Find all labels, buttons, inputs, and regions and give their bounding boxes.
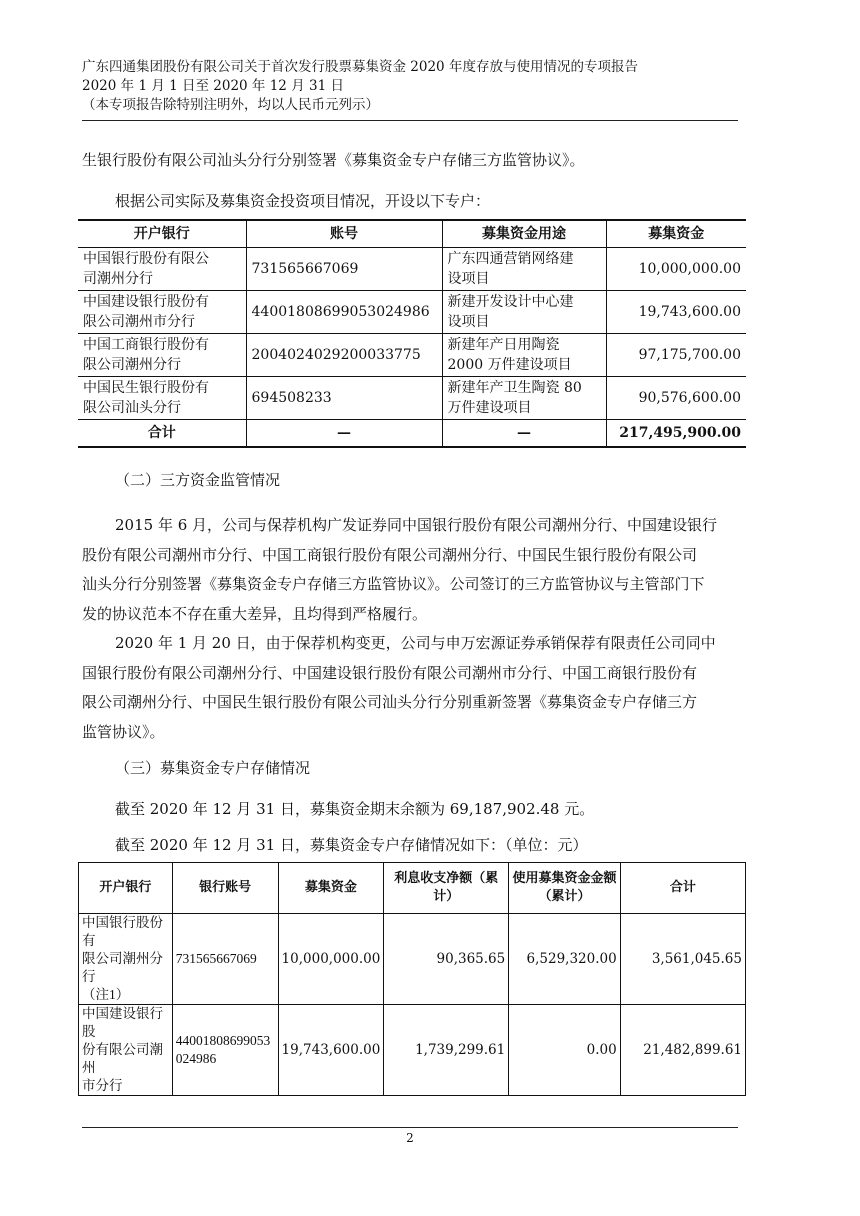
- bank-cell: [79, 914, 173, 1005]
- paragraph-line: 监管协议》。: [82, 722, 165, 741]
- total-cell: 21,482,899.61: [620, 1005, 745, 1096]
- total-use-dash: —: [442, 420, 606, 448]
- header-note: （本专项报告除特别注明外，均以人民币元列示）: [82, 97, 379, 113]
- account-cell: [172, 1005, 278, 1096]
- table-row: [78, 248, 746, 291]
- use-line: 新建年产卫生陶瓷 80: [447, 380, 582, 396]
- total-cell: 3,561,045.65: [620, 914, 745, 1005]
- bank-line: 中国工商银行股份有: [83, 337, 209, 353]
- used-cell: 0.00: [509, 1005, 620, 1096]
- use-cell: [442, 248, 606, 291]
- paragraph-line: 国银行股份有限公司潮州分行、中国建设银行股份有限公司潮州市分行、中国工商银行股份有: [82, 663, 698, 682]
- account-storage-table: [78, 862, 746, 1096]
- bank-cell: [79, 1005, 173, 1096]
- total-amount: 217,495,900.00: [606, 420, 746, 448]
- header-line: （累计）: [538, 889, 591, 904]
- account-cell: 44001808699053024986: [246, 291, 442, 334]
- account-line: 44001808699053: [175, 1033, 271, 1048]
- header-rule: [82, 120, 738, 121]
- paragraph-supervision-2020: [82, 629, 742, 747]
- bank-cell: [78, 377, 246, 420]
- paragraph-supervision-2015: [82, 511, 742, 629]
- col-header-amount: 募集资金: [606, 220, 746, 248]
- paragraph-line: 股份有限公司潮州市分行、中国工商银行股份有限公司潮州分行、中国民生银行股份有限公司: [82, 545, 698, 564]
- bank-line: 限公司汕头分行: [83, 400, 181, 416]
- table-header-row: [79, 863, 746, 914]
- col-header-used: [509, 863, 620, 914]
- accounts-intro: 根据公司实际及募集资金投资项目情况，开设以下专户：: [115, 192, 491, 210]
- paragraph-line: 2020 年 1 月 20 日，由于保荐机构变更，公司与申万宏源证券承销保荐有限责任公司同中: [115, 634, 716, 652]
- use-line: 新建开发设计中心建: [447, 294, 574, 310]
- use-cell: [442, 291, 606, 334]
- paragraph-line: 汕头分行分别签署《募集资金专户存储三方监管协议》。公司签订的三方监管协议与主管部门下: [82, 575, 705, 593]
- section-heading-supervision: （二）三方资金监管情况: [115, 471, 281, 489]
- col-header-account: 账号: [246, 220, 442, 248]
- bank-line: 中国银行股份有: [82, 915, 163, 948]
- col-header-account: 银行账号: [172, 863, 278, 914]
- paragraph-line: 2015 年 6 月，公司与保荐机构广发证券同中国银行股份有限公司潮州分行、中国建设银行: [115, 516, 718, 534]
- use-line: 新建年产日用陶瓷: [447, 337, 560, 353]
- bank-line: 中国银行股份有限公: [83, 251, 209, 267]
- continued-text: 生银行股份有限公司汕头分行分别签署《募集资金专户存储三方监管协议》。: [82, 151, 585, 169]
- table-row: [78, 377, 746, 420]
- table-row: [79, 914, 746, 1005]
- use-line: 设项目: [447, 314, 490, 330]
- table-row: [78, 291, 746, 334]
- amount-cell: 10,000,000.00: [606, 248, 746, 291]
- col-header-interest: 利息收支净额（累计）: [384, 863, 509, 914]
- bank-line: 份有限公司潮州: [82, 1042, 163, 1075]
- used-cell: 6,529,320.00: [509, 914, 620, 1005]
- account-cell: 694508233: [246, 377, 442, 420]
- page-header: [82, 58, 638, 115]
- use-line: 设项目: [447, 271, 490, 287]
- bank-line: 限公司潮州分行: [83, 357, 181, 373]
- raised-cell: 19,743,600.00: [278, 1005, 384, 1096]
- bank-line: 限公司潮州市分行: [83, 314, 195, 330]
- paragraph-line: 限公司潮州分行、中国民生银行股份有限公司汕头分行分别重新签署《募集资金专户存储三方: [82, 693, 698, 711]
- col-header-bank: 开户银行: [79, 863, 173, 914]
- col-header-total: 合计: [620, 863, 745, 914]
- header-period: 2020 年 1 月 1 日至 2020 年 12 月 31 日: [82, 78, 344, 94]
- page-number: 2: [406, 1131, 414, 1145]
- interest-cell: 1,739,299.61: [384, 1005, 509, 1096]
- special-accounts-table: [78, 219, 746, 448]
- bank-cell: [78, 248, 246, 291]
- bank-cell: [78, 291, 246, 334]
- bank-line: 限公司潮州分行: [82, 951, 163, 984]
- amount-cell: 90,576,600.00: [606, 377, 746, 420]
- bank-cell: [78, 334, 246, 377]
- total-account-dash: —: [246, 420, 442, 448]
- use-line: 广东四通营销网络建: [447, 251, 574, 267]
- paragraph-line: 发的协议范本不存在重大差异，且均得到严格履行。: [82, 604, 428, 623]
- raised-cell: 10,000,000.00: [278, 914, 384, 1005]
- account-cell: 731565667069: [172, 914, 278, 1005]
- use-line: 万件建设项目: [447, 400, 532, 416]
- bank-line: 中国建设银行股份有: [83, 294, 209, 310]
- table-header-row: [78, 220, 746, 248]
- col-header-raised: 募集资金: [278, 863, 384, 914]
- total-label: 合计: [78, 420, 246, 448]
- ending-balance-text: 截至 2020 年 12 月 31 日，募集资金期末余额为 69,187,902.48 元。: [115, 800, 595, 818]
- total-row: [78, 420, 746, 448]
- bank-line: （注1）: [82, 987, 130, 1002]
- section-heading-storage: （三）募集资金专户存储情况: [115, 759, 311, 777]
- col-header-bank: 开户银行: [78, 220, 246, 248]
- account-line: 024986: [175, 1051, 217, 1066]
- header-line: 使用募集资金金额: [512, 871, 617, 886]
- header-title: 广东四通集团股份有限公司关于首次发行股票募集资金 2020 年度存放与使用情况的专项报告: [82, 59, 638, 75]
- account-cell: 731565667069: [246, 248, 442, 291]
- interest-cell: 90,365.65: [384, 914, 509, 1005]
- bank-line: 中国建设银行股: [82, 1006, 163, 1039]
- bank-line: 司潮州分行: [83, 271, 153, 287]
- storage-intro-text: 截至 2020 年 12 月 31 日，募集资金专户存储情况如下：（单位：元）: [115, 836, 588, 854]
- account-cell: 2004024029200033775: [246, 334, 442, 377]
- use-cell: [442, 334, 606, 377]
- use-cell: [442, 377, 606, 420]
- col-header-use: 募集资金用途: [442, 220, 606, 248]
- amount-cell: 97,175,700.00: [606, 334, 746, 377]
- table-row: [78, 334, 746, 377]
- table-row: [79, 1005, 746, 1096]
- bank-line: 中国民生银行股份有: [83, 380, 209, 396]
- amount-cell: 19,743,600.00: [606, 291, 746, 334]
- footer-rule: [82, 1127, 738, 1128]
- use-line: 2000 万件建设项目: [447, 357, 572, 373]
- bank-line: 市分行: [82, 1078, 123, 1093]
